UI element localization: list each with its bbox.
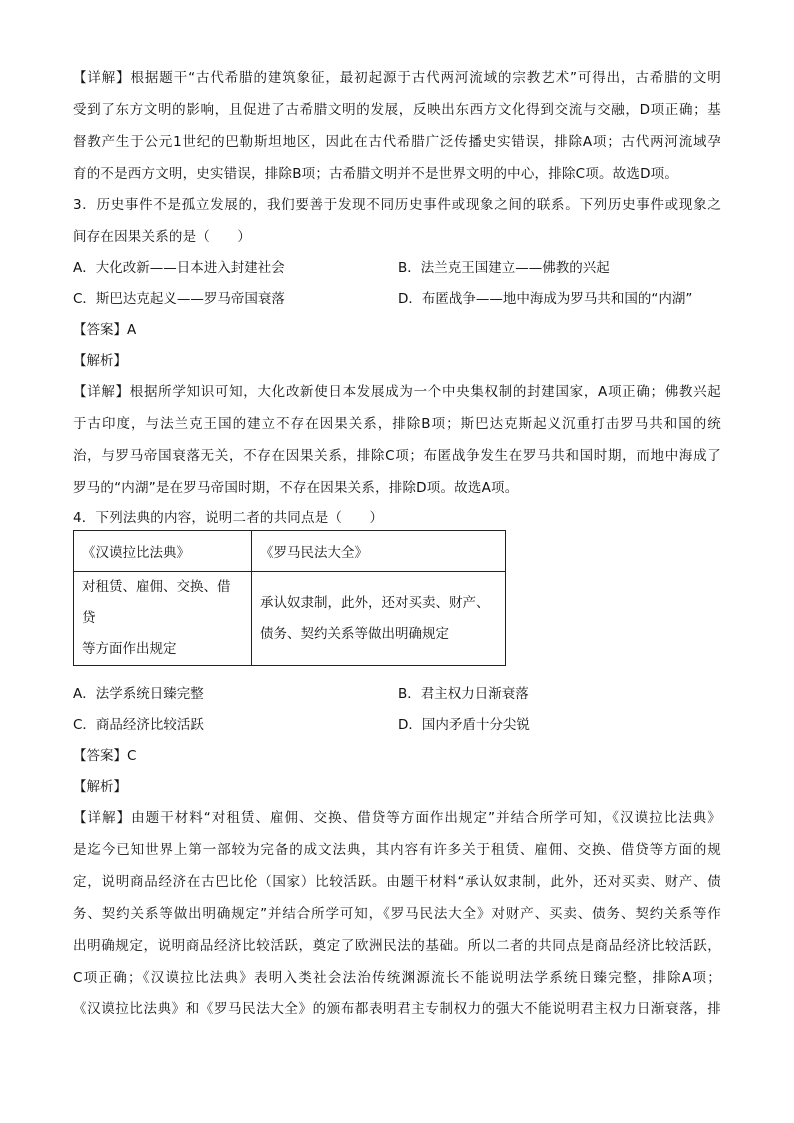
q4-detail-line: 是迄今已知世界上第一部较为完备的成文法典，其内容有许多关于租赁、雇佣、交换、借贷等方面的规 [73,842,721,858]
q2-detail-line: 受到了东方文明的影响，且促进了古希腊文明的发展，反映出东西方文化得到交流与交融，D项正确；基 [73,102,721,118]
q3-detail-line: 于古印度，与法兰克王国的建立不存在因果关系，排除B项；斯巴达克斯起义沉重打击罗马共和国的统 [73,416,721,432]
q3-option-d: D．布匿战争——地中海成为罗马共和国的“内湖” [398,291,693,307]
q4-option-c: C．商品经济比较活跃 [73,717,204,733]
table-cell-line: 债务、契约关系等做出明确规定 [260,625,449,642]
q4-detail-line: 定，说明商品经济在古巴比伦（国家）比较活跃。由题干材料“承认奴隶制，此外，还对买卖、财产、债 [73,874,721,890]
q3-option-b: B．法兰克王国建立——佛教的兴起 [398,260,610,276]
q3-answer: 【答案】A [73,322,137,338]
table-cell-hammurabi [74,572,252,666]
q3-detail-line: 【详解】根据所学知识可知，大化改新使日本发展成为一个中央集权制的封建国家，A项正确；佛教兴起 [73,384,721,400]
q3-stem: 3．历史事件不是孤立发展的，我们要善于发现不同历史事件或现象之间的联系。下列历史事件或现象之 [73,197,721,213]
q3-analysis-label: 【解析】 [73,353,127,369]
q2-detail-line: 【详解】根据题干“古代希腊的建筑象征，最初起源于古代两河流域的宗教艺术”可得出，古希腊的文明 [73,70,721,86]
q4-detail-line: 【详解】由题干材料“对租赁、雇佣、交换、借贷等方面作出规定”并结合所学可知，《汉谟拉比法典》 [73,810,721,826]
q2-detail-line: 督教产生于公元1世纪的巴勒斯坦地区，因此在古代希腊广泛传播史实错误，排除A项；古代两河流域孕 [73,134,721,150]
table-cell-line: 对租赁、雇佣、交换、借贷 [82,579,231,626]
q2-detail-line: 育的不是西方文明，史实错误，排除B项；古希腊文明并不是世界文明的中心，排除C项。故选D项。 [73,166,679,182]
table-header-hammurabi: 《汉谟拉比法典》 [74,531,252,572]
q4-detail-line: C项正确；《汉谟拉比法典》表明入类社会法治传统渊源流长不能说明法学系统日臻完整，排除A项； [73,970,721,986]
q3-stem: 间存在因果关系的是（ ） [73,229,252,245]
q4-option-a: A．法学系统日臻完整 [73,686,204,702]
q3-detail-line: 治，与罗马帝国衰落无关，不存在因果关系，排除C项；布匿战争发生在罗马共和国时期，而地中海成了 [73,448,721,464]
q4-detail-line: 《汉谟拉比法典》和《罗马民法大全》的颁布都表明君主专制权力的强大不能说明君主权力日渐衰落，排 [73,1001,721,1017]
q4-analysis-label: 【解析】 [73,779,127,795]
table-cell-corpus-juris [252,572,506,666]
q3-detail-line: 罗马的“内湖”是在罗马帝国时期，不存在因果关系，排除D项。故选A项。 [73,480,519,496]
table-header-corpus-juris: 《罗马民法大全》 [252,531,506,572]
q4-stem: 4．下列法典的内容，说明二者的共同点是（ ） [73,510,384,526]
table-cell-line: 等方面作出规定 [82,641,177,657]
q4-option-b: B．君主权力日渐衰落 [398,686,529,702]
q4-answer: 【答案】C [73,748,137,764]
q4-detail-line: 出明确规定，说明商品经济比较活跃，奠定了欧洲民法的基础。所以二者的共同点是商品经济比较活跃， [73,938,721,954]
q3-option-c: C．斯巴达克起义——罗马帝国衰落 [73,291,285,307]
table-cell-line: 承认奴隶制，此外，还对买卖、财产、 [260,594,490,611]
q4-option-d: D．国内矛盾十分尖锐 [398,717,530,733]
law-comparison-table [73,530,506,666]
q3-option-a: A．大化改新——日本进入封建社会 [73,260,285,276]
q4-detail-line: 务、契约关系等做出明确规定”并结合所学可知，《罗马民法大全》对财产、买卖、债务、契约关系等作 [73,906,721,922]
